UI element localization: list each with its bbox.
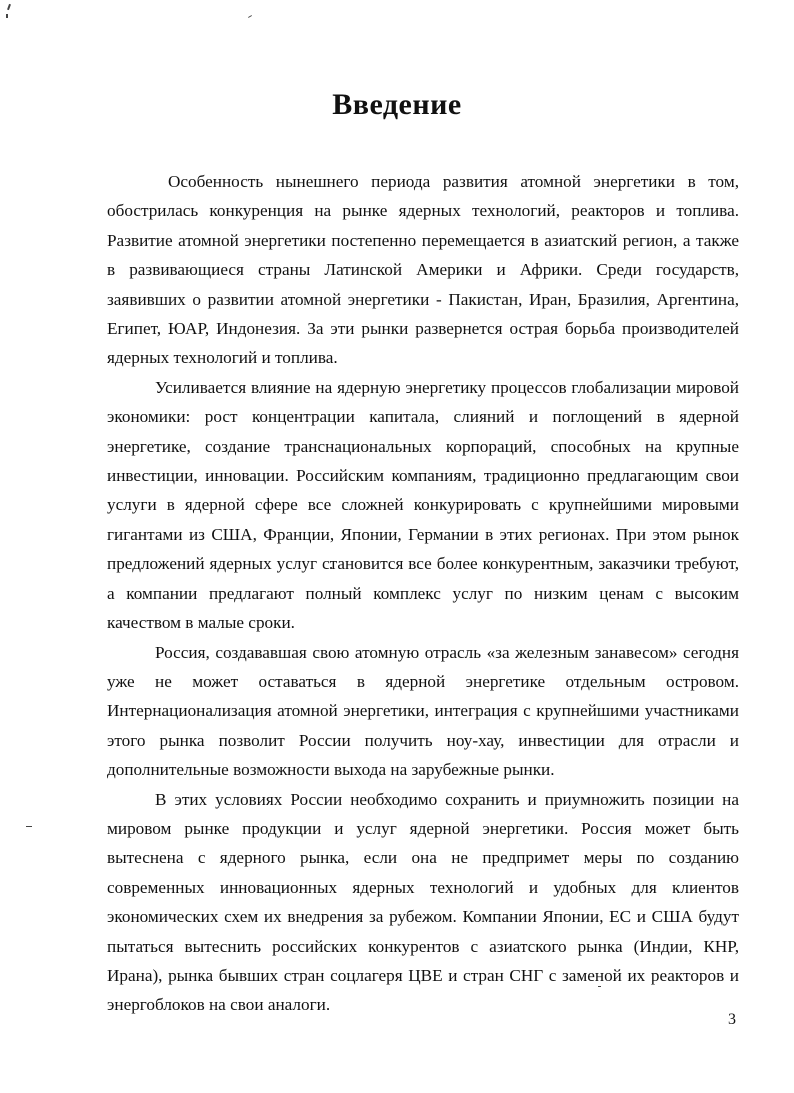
page-title: Введение	[332, 88, 462, 121]
paragraph-1: Особенность нынешнего периода развития атомной энергетики в том, обострилась конкуренция на рынке ядерных технологий, реакторов и топлива. Развитие атомной энергетики постепенно перемещается в азиатский регион, а также в развивающиеся страны Латинской Америки и Африки. Среди государств, заявивших о развитии атомной энергетики - Пакистан, Иран, Бразилия, Аргентина, Египет, ЮАР, Индонезия. За эти рынки развернется острая борьба производителей ядерных технологий и топлива.	[107, 172, 739, 368]
paragraph-2: Усиливается влияние на ядерную энергетику процессов глобализации мировой экономики: рост концентрации капитала, слияний и поглощений в ядерной энергетике, создание транснациональных корпораций, способных на крупные инвестиции, инновации. Российским компаниям, традиционно предлагающим свои услуги в ядерной сфере все сложней конкурировать с крупнейшими мировыми гигантами из США, Франции, Японии, Германии в этих регионах. При этом рынок предложений ядерных услуг становится все более конкурентным, заказчики требуют, а компании предлагают полный комплекс услуг по низким ценам с высоким качеством в малые сроки.	[107, 377, 739, 633]
scan-speck	[26, 826, 32, 827]
scan-speck	[248, 15, 252, 18]
scan-speck	[7, 4, 11, 10]
scan-speck	[6, 14, 8, 18]
page-number: 3	[728, 1011, 736, 1028]
body-text	[107, 167, 739, 1020]
paragraph-4: В этих условиях России необходимо сохранить и приумножить позиции на мировом рынке продукции и услуг ядерной энергетики. Россия может быть вытеснена с ядерного рынка, если она не предпримет меры по созданию современных инновационных ядерных технологий и удобных для клиентов экономических схем их внедрения за рубежом. Компании Японии, ЕС и США будут пытаться вытеснить российских конкурентов с азиатского рынка (Индии, КНР, Ирана), рынка бывших стран соцлагеря ЦВЕ и стран СНГ с заменой их реакторов и энергоблоков на свои аналоги.	[107, 789, 739, 1015]
paragraph-3: Россия, создававшая свою атомную отрасль «за железным занавесом» сегодня уже не может оставаться в ядерной энергетике отдельным островом. Интернационализация атомной энергетики, интеграция с крупнейшими участниками этого рынка позволит России получить ноу-хау, инвестиции для отрасли и дополнительные возможности выхода на зарубежные рынки.	[107, 642, 739, 780]
